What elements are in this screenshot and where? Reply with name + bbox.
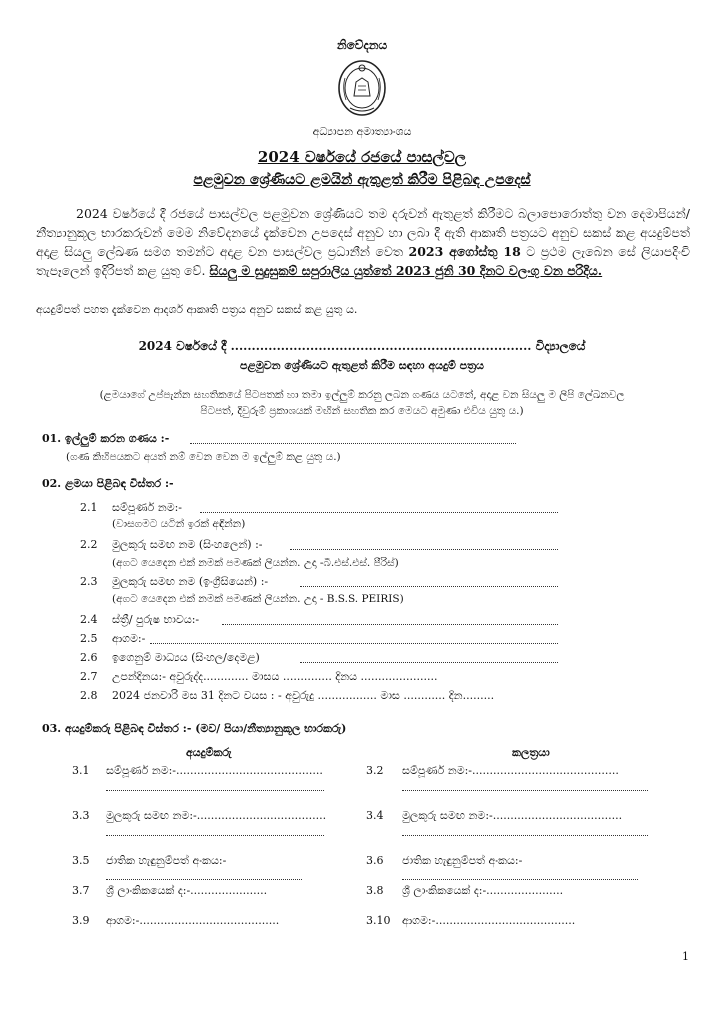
full-name-input[interactable] xyxy=(200,503,558,513)
age-field[interactable]: 2024 ජනවාරි මස 31 දිනට වයස : - අවුරුදු ................. මාස ............ දින......... xyxy=(112,689,495,702)
spouse-nic-label: ජාතික හැඳුනුම්පත් අංකය:- xyxy=(402,854,523,867)
category-input[interactable] xyxy=(190,434,516,444)
item-number: 3.8 xyxy=(366,884,384,897)
item-number: 3.1 xyxy=(72,764,90,777)
item-number: 3.7 xyxy=(72,884,90,897)
full-name-label: සම්පූර්ණ නම:- xyxy=(112,501,183,514)
deadline-date: 2023 අගෝස්තු 18 xyxy=(408,244,521,259)
applicant-full-name-field[interactable]: සම්පූර්ණ නම:-.......................................... xyxy=(106,764,323,777)
school-line xyxy=(0,339,724,354)
form-guidance: අයදුම්පත් පහත දැක්වෙන ආදර්ශ ආකෘති පත්‍රය අනුව සකස් කළ යුතු ය. xyxy=(36,303,358,316)
spouse-full-name-field[interactable]: සම්පූර්ණ නම:-.......................................... xyxy=(402,764,619,777)
applicant-full-name-line-2[interactable] xyxy=(106,781,324,791)
school-suffix: විද්‍යාලයේ xyxy=(531,339,586,353)
instruction-line-2: පිටපත්, දිවුරුම් ප්‍රකාශයක් මඟින් සහතික කර මෙයට අමුණා එවිය යුතු ය.) xyxy=(200,405,524,417)
spouse-citizenship-field[interactable]: ශ්‍රී ලාංකිකයෙක් ද:-...................... xyxy=(402,884,564,897)
title-line-1: 2024 වර්ෂයේ රජයේ පාසල්වල xyxy=(257,148,467,166)
item-number: 2.3 xyxy=(80,575,98,588)
item-number: 2.1 xyxy=(80,501,98,514)
notice-heading: නිවේදනය xyxy=(336,38,388,52)
form-title: පළමුවන ශ්‍රේණියට ඇතුළත් කිරීම සඳහා අයදුම් පත්‍රය xyxy=(240,359,484,372)
title-line-2: පළමුවන ශ්‍රේණියට ළමයින් ඇතුළත් කිරීම පිළිබඳ උපදෙස් xyxy=(193,172,531,188)
item-number: 3.3 xyxy=(72,809,90,822)
spouse-column-heading: කලත්‍රයා xyxy=(512,746,550,759)
item-number: 2.2 xyxy=(80,538,98,551)
item-number: 3.4 xyxy=(366,809,384,822)
item-number: 3.6 xyxy=(366,854,384,867)
applicant-religion-field[interactable]: ආගම:-........................................ xyxy=(106,914,280,927)
school-dots: ........................................................................ xyxy=(230,339,532,353)
spouse-nic-input[interactable] xyxy=(402,870,638,880)
medium-label: ඉගෙනුම් මාධ්‍යය (සිංහල/දෙමළ) xyxy=(112,651,260,664)
validity-note: සියලු ම සුදුසුකම් සපුරාලිය යුත්තේ 2023 ජුනි 30 දිනට වලංගු වන පරිදිය. xyxy=(209,263,603,278)
item-number: 3.10 xyxy=(366,914,391,927)
applicant-nic-label: ජාතික හැඳුනුම්පත් අංකය:- xyxy=(106,854,227,867)
item-number: 3.5 xyxy=(72,854,90,867)
medium-input[interactable] xyxy=(300,653,558,663)
instruction-line-1: (ළමයාගේ උප්පැන්න සහතිකයේ පිටපතක් හා තමා ඉල්ලුම් කරනු ලබන ගණය යටතේ, අදාළ වන සියලු ම ලිපි ලේඛනවල xyxy=(99,389,625,401)
section-1-note: (ගණ කිහිපයකට අයත් නම් වෙන වෙන ම ඉල්ලුම් කළ යුතු ය.) xyxy=(66,451,341,463)
name-english-input[interactable] xyxy=(300,577,558,587)
item-number: 2.4 xyxy=(80,613,98,626)
section-3-label: 03. අයදුම්කරු පිළිබඳ විස්තර :- (මව/ පියා/නීත්‍යානුකූල භාරකරු) xyxy=(42,722,347,735)
name-sinhala-input[interactable] xyxy=(290,540,558,550)
spouse-name-initials-field[interactable]: මුලකුරු සමඟ නම:-..................................... xyxy=(402,809,623,822)
section-1-label: 01. ඉල්ලුම් කරන ගණය :- xyxy=(42,432,170,445)
item-number: 3.9 xyxy=(72,914,90,927)
name-sinhala-note: (අගට යෙදෙන එක් නමක් පමණක් ලියන්න. උදා -බී.එස්.එස්. පීරිස්) xyxy=(112,557,399,569)
gender-label: ස්ත්‍රී/ පුරුෂ භාවය:- xyxy=(112,613,200,626)
applicant-column-heading: අයදුම්කරු xyxy=(186,746,232,759)
ministry-name: අධ්‍යාපන අමාත්‍යාංශය xyxy=(312,125,412,138)
full-name-note: (වාසගමට යටින් ඉරක් අඳින්න) xyxy=(112,518,246,530)
applicant-citizenship-field[interactable]: ශ්‍රී ලාංකිකයෙක් ද:-...................... xyxy=(106,884,268,897)
item-number: 2.7 xyxy=(80,670,98,683)
page-number: 1 xyxy=(682,950,689,963)
gender-input[interactable] xyxy=(222,615,558,625)
item-number: 2.8 xyxy=(80,689,98,702)
name-sinhala-label: මුලකුරු සමඟ නම (සිංහලෙන්) :- xyxy=(112,538,263,551)
applicant-name-initials-line-2[interactable] xyxy=(106,826,324,836)
item-number: 2.5 xyxy=(80,632,98,645)
item-number: 2.6 xyxy=(80,651,98,664)
government-emblem-icon xyxy=(336,58,388,118)
section-2-label: 02. ළමයා පිළිබඳ විස්තර :- xyxy=(42,477,174,490)
school-prefix: 2024 වර්ෂයේ දී xyxy=(138,339,231,353)
intro-paragraph xyxy=(36,204,690,280)
religion-input[interactable] xyxy=(150,634,558,644)
spouse-full-name-line-2[interactable] xyxy=(402,781,648,791)
religion-label: ආගම:- xyxy=(112,632,146,645)
spouse-name-initials-line-2[interactable] xyxy=(402,826,648,836)
applicant-name-initials-field[interactable]: මුලකුරු සමඟ නම:-..................................... xyxy=(106,809,327,822)
applicant-nic-input[interactable] xyxy=(106,870,302,880)
intro-text-b: ට ප්‍රථම ලැබෙන සේ ලියාපදිංචි තැපෑලෙන් ඉදිරිපත් කළ යුතු වේ. xyxy=(36,244,690,278)
intro-text-a: 2024 වර්ෂයේ දී රජයේ පාසල්වල පළමුවන ශ්‍රේණියට තම දරුවන් ඇතුළත් කිරීමට බලාපොරොත්තු වන දෙමාපියන්/නීත්‍යානුකූල භාරකරුවන් මෙම නිවේදනයේ දැක්වෙන උපදෙස් අනුව හා ලබා දී ඇති ආකෘති පත්‍රයට අනුව සකස් කළ අයදුම්පත් අදාළ සියලු ලේඛණ සමග තමන්ට අදාළ වන පාසල්වල ප්‍රධානීන් වෙත xyxy=(36,206,690,259)
item-number: 3.2 xyxy=(366,764,384,777)
name-english-note: (අගට යෙදෙන එක් නමක් පමණක් ලියන්න. උදා - B.S.S. PEIRIS) xyxy=(112,593,404,605)
spouse-religion-field[interactable]: ආගම:-........................................ xyxy=(402,914,576,927)
date-of-birth-field[interactable]: උපන්දිනය:- අවුරුද්ද............. මාසය .............. දිනය ...................... xyxy=(112,670,438,683)
name-english-label: මුලකුරු සමඟ නම (ඉංග්‍රීසියෙන්) :- xyxy=(112,575,269,588)
